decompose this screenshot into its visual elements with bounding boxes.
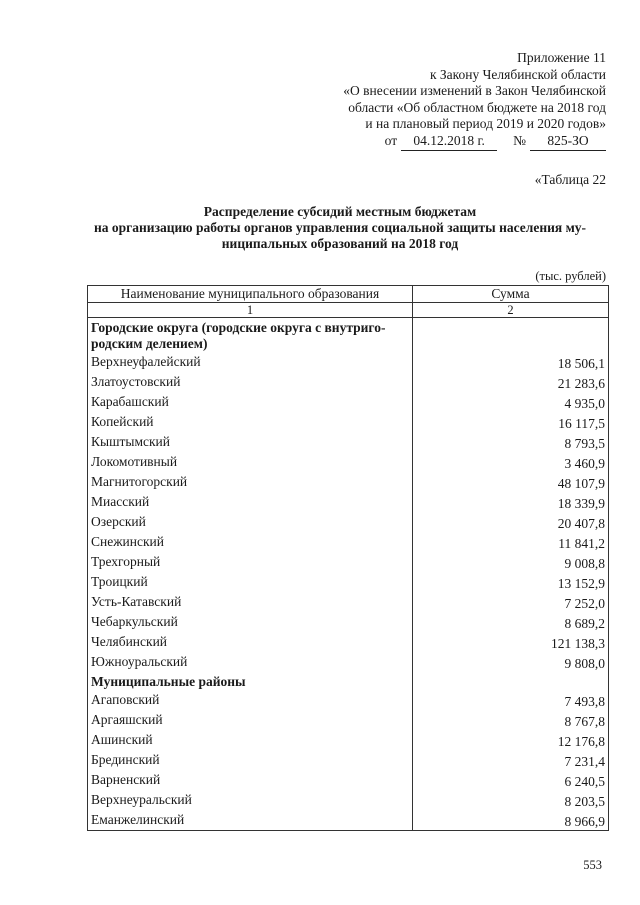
group-heading-urban-line-2: родским делением): [91, 336, 208, 351]
table-row: [88, 352, 609, 372]
appendix-line-5: и на плановый период 2019 и 2020 годов»: [365, 116, 606, 132]
law-number: 825-ЗО: [530, 133, 606, 151]
row-name: Карабашский: [88, 392, 413, 412]
column-index-1: 1: [88, 303, 413, 318]
row-name: Озерский: [88, 512, 413, 532]
row-name: Чебаркульский: [88, 612, 413, 632]
row-sum: 8 203,5: [413, 790, 609, 810]
from-label: от: [384, 132, 398, 148]
table-row: [88, 592, 609, 612]
table-row: [88, 552, 609, 572]
table-row: [88, 790, 609, 810]
table-body: [88, 318, 609, 831]
appendix-header: [343, 50, 606, 151]
table-row: [88, 690, 609, 710]
law-date: 04.12.2018 г.: [401, 133, 497, 151]
table-row: [88, 750, 609, 770]
row-sum: 48 107,9: [413, 472, 609, 492]
row-name: Миасский: [88, 492, 413, 512]
row-sum: 16 117,5: [413, 412, 609, 432]
row-sum: 18 506,1: [413, 352, 609, 372]
page-number: 553: [583, 858, 602, 872]
row-name: Еманжелинский: [88, 810, 413, 831]
table-row: [88, 372, 609, 392]
row-name: Верхнеуральский: [88, 790, 413, 810]
row-name: Южноуральский: [88, 652, 413, 672]
row-sum: 8 767,8: [413, 710, 609, 730]
table-row: [88, 770, 609, 790]
row-name: Усть-Катавский: [88, 592, 413, 612]
appendix-line-1: Приложение 11: [517, 50, 606, 65]
group-row-districts: [88, 672, 609, 690]
row-name: Ашинский: [88, 730, 413, 750]
table-row: [88, 810, 609, 831]
row-sum: 6 240,5: [413, 770, 609, 790]
row-sum: 8 966,9: [413, 810, 609, 831]
row-sum: 12 176,8: [413, 730, 609, 750]
table-row: [88, 472, 609, 492]
units-label: (тыс. рублей): [535, 269, 606, 283]
row-name: Кыштымский: [88, 432, 413, 452]
row-name: Агаповский: [88, 690, 413, 710]
table-row: [88, 432, 609, 452]
table-row: [88, 710, 609, 730]
appendix-line-3: «О внесении изменений в Закон Челябинской: [343, 83, 606, 99]
title-line-1: Распределение субсидий местным бюджетам: [203, 204, 477, 219]
subsidy-table: [87, 285, 609, 831]
row-name: Верхнеуфалейский: [88, 352, 413, 372]
table-row: [88, 532, 609, 552]
table-row: [88, 730, 609, 750]
table-label: «Таблица 22: [534, 172, 606, 187]
row-sum: 7 252,0: [413, 592, 609, 612]
row-sum: 3 460,9: [413, 452, 609, 472]
row-sum: 121 138,3: [413, 632, 609, 652]
group-heading-urban-line-1: Городские округа (городские округа с внутриго-: [91, 320, 386, 335]
row-name: Копейский: [88, 412, 413, 432]
row-name: Златоустовский: [88, 372, 413, 392]
appendix-line-4: области «Об областном бюджете на 2018 год: [348, 99, 606, 115]
table-row: [88, 492, 609, 512]
header-name: Наименование муниципального образования: [88, 286, 413, 303]
group-row-urban: [88, 318, 609, 353]
row-name: Аргаяшский: [88, 710, 413, 730]
header-sum: Сумма: [413, 286, 609, 303]
table-row: [88, 652, 609, 672]
number-label: №: [513, 132, 526, 148]
row-name: Варненский: [88, 770, 413, 790]
row-sum: 7 231,4: [413, 750, 609, 770]
table-row: [88, 392, 609, 412]
title-line-3: ниципальных образований на 2018 год: [221, 236, 459, 251]
row-sum: 7 493,8: [413, 690, 609, 710]
column-index-2: 2: [413, 303, 609, 318]
row-sum: 13 152,9: [413, 572, 609, 592]
table-row: [88, 632, 609, 652]
row-sum: 4 935,0: [413, 392, 609, 412]
title-line-2: на организацию работы органов управления социальной защиты населения му-: [93, 220, 587, 235]
table-row: [88, 512, 609, 532]
row-name: Локомотивный: [88, 452, 413, 472]
table-row: [88, 612, 609, 632]
law-date-line: [343, 133, 606, 151]
row-sum: 20 407,8: [413, 512, 609, 532]
row-sum: 21 283,6: [413, 372, 609, 392]
table-row: [88, 452, 609, 472]
row-sum: 8 793,5: [413, 432, 609, 452]
row-sum: 11 841,2: [413, 532, 609, 552]
row-sum: 9 008,8: [413, 552, 609, 572]
row-sum: 8 689,2: [413, 612, 609, 632]
row-sum: 18 339,9: [413, 492, 609, 512]
table-row: [88, 412, 609, 432]
row-name: Магнитогорский: [88, 472, 413, 492]
table-row: [88, 572, 609, 592]
group-heading-districts: Муниципальные районы: [88, 672, 413, 690]
row-name: Брединский: [88, 750, 413, 770]
row-sum: 9 808,0: [413, 652, 609, 672]
appendix-line-2: к Закону Челябинской области: [429, 66, 606, 82]
document-title: [60, 204, 620, 252]
row-name: Снежинский: [88, 532, 413, 552]
row-name: Троицкий: [88, 572, 413, 592]
row-name: Трехгорный: [88, 552, 413, 572]
row-name: Челябинский: [88, 632, 413, 652]
